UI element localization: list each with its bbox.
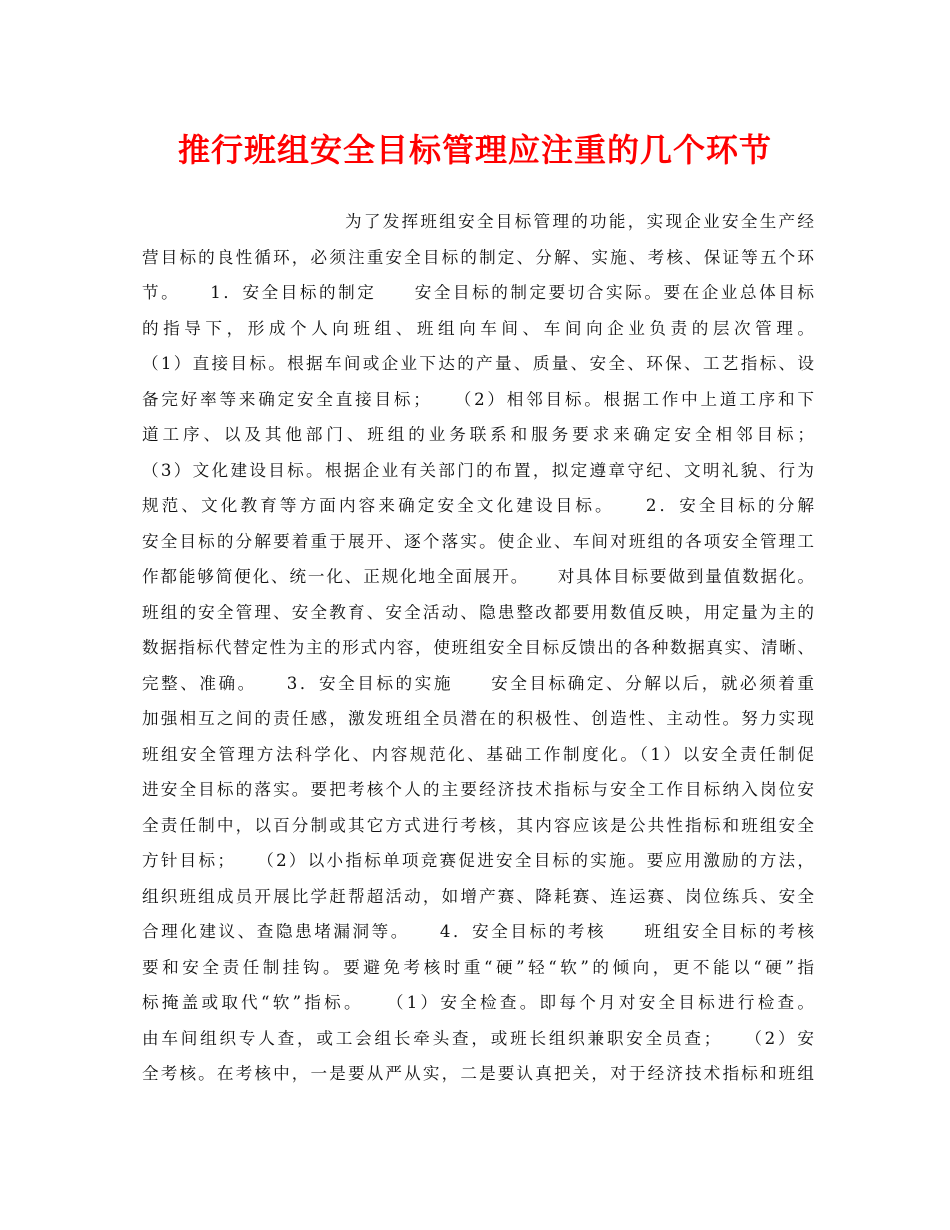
body-line: 的指导下，形成个人向班组、班组向车间、车间向企业负责的层次管理。: [142, 318, 814, 338]
body-line: 全考核。在考核中，一是要从严从实，二是要认真把关，对于经济技术指标和班组: [142, 1064, 814, 1083]
body-line: 作都能够简便化、统一化、正规化地全面展开。 对具体目标要做到量值数据化。: [142, 567, 814, 586]
body-line: 安全目标的分解要着重于展开、逐个落实。使企业、车间对班组的各项安全管理工: [142, 531, 814, 551]
body-line: （3）文化建设目标。根据企业有关部门的布置，拟定遵章守纪、文明礼貌、行为: [142, 460, 814, 480]
body-line: 全责任制中，以百分制或其它方式进行考核，其内容应该是公共性指标和班组安全: [142, 815, 814, 835]
body-line: 道工序、以及其他部门、班组的业务联系和服务要求来确定安全相邻目标；: [142, 425, 814, 444]
body-line: 备完好率等来确定安全直接目标； （2）相邻目标。根据工作中上道工序和下: [142, 389, 814, 409]
body-line: 标掩盖或取代“软”指标。 （1）安全检查。即每个月对安全目标进行检查。: [142, 993, 814, 1012]
body-line: 由车间组织专人查，或工会组长牵头查，或班长组织兼职安全员查； （2）安: [142, 1028, 814, 1048]
body-line: 班组安全管理方法科学化、内容规范化、基础工作制度化。（1）以安全责任制促: [142, 744, 814, 764]
body-line: 要和安全责任制挂钩。要避免考核时重“硬”轻“软”的倾向，更不能以“硬”指: [142, 957, 814, 977]
body-line: 方针目标； （2）以小指标单项竞赛促进安全目标的实施。要应用激励的方法，: [142, 851, 814, 870]
body-line: （1）直接目标。根据车间或企业下达的产量、质量、安全、环保、工艺指标、设: [142, 354, 814, 373]
body-line: 班组的安全管理、安全教育、安全活动、隐患整改都要用数值反映，用定量为主的: [142, 602, 814, 622]
body-line: 合理化建议、查隐患堵漏洞等。 4．安全目标的考核 班组安全目标的考核: [142, 922, 814, 941]
document-body: [142, 204, 814, 1092]
document-title: 推行班组安全目标管理应注重的几个环节: [177, 131, 772, 169]
body-line: 营目标的良性循环，必须注重安全目标的制定、分解、实施、考核、保证等五个环: [142, 247, 814, 267]
body-line: 进安全目标的落实。要把考核个人的主要经济技术指标与安全工作目标纳入岗位安: [142, 780, 814, 799]
body-line: 加强相互之间的责任感，激发班组全员潜在的积极性、创造性、主动性。努力实现: [142, 709, 814, 728]
body-line: 为了发挥班组安全目标管理的功能，实现企业安全生产经: [345, 212, 814, 231]
body-line: 节。 1．安全目标的制定 安全目标的制定要切合实际。要在企业总体目标: [142, 283, 814, 302]
body-line: 数据指标代替定性为主的形式内容，使班组安全目标反馈出的各种数据真实、清晰、: [142, 638, 814, 657]
body-line: 完整、准确。 3．安全目标的实施 安全目标确定、分解以后，就必须着重: [142, 673, 814, 693]
body-line: 规范、文化教育等方面内容来确定安全文化建设目标。 2．安全目标的分解: [142, 496, 814, 515]
body-line: 组织班组成员开展比学赶帮超活动，如增产赛、降耗赛、连运赛、岗位练兵、安全: [142, 886, 814, 906]
